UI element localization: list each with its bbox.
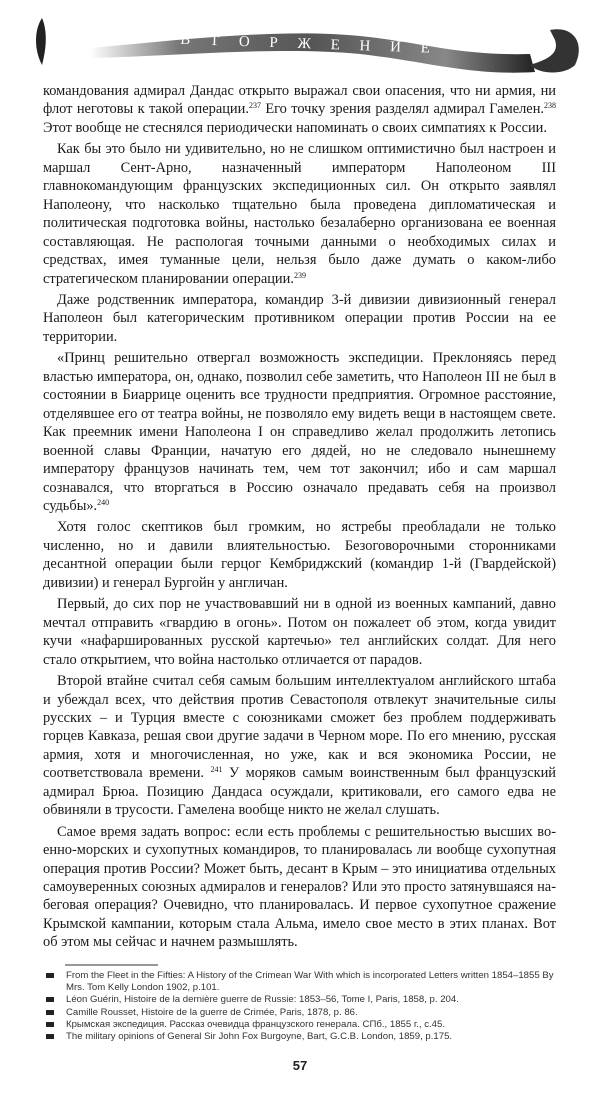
paragraph-text: командования адмирал Дандас открыто выражал свои опасения, что ни армия, ни флот неготовы к такой операции.	[43, 83, 556, 118]
paragraph-text: Первый, до сих пор не участвовавший ни в одной из военных кампаний, давно мечтал отправить «гвардию в огонь». Потом он пожалеет об этом, когда увидит кучи «нафаршированных русской картечью» тел английских солдат. Для него стало открытием, что война настолько отличается от парадов.	[43, 596, 556, 668]
paragraph	[43, 349, 556, 515]
paragraph	[43, 82, 556, 137]
footnote-reference[interactable]: 241	[210, 765, 223, 775]
footnote-marker	[46, 1034, 54, 1039]
footnote-marker	[46, 973, 54, 978]
footnote-text: Крымская экспедиция. Рассказ очевидца французского генерала. СПб., 1855 г., с.45.	[66, 1019, 445, 1031]
footnote-reference[interactable]: 238	[544, 101, 556, 111]
paragraph-text: Даже родственник императора, командир 3-й дивизии дивизионный генерал Наполеон был категорическим противником операции против России на ее территории.	[43, 291, 556, 345]
footnote	[46, 994, 566, 1006]
page-content	[43, 82, 556, 1044]
footnote-marker	[46, 997, 54, 1002]
footnote-text: Camille Rousset, Histoire de la guerre de Crimée, Paris, 1878, p. 86.	[66, 1006, 358, 1018]
paragraph-text: Хотя голос скептиков был громким, но ястребы преобладали не только численно, но и давили влиятельностью. Безоговорочными сторонниками десантной операции были герцог Кембриджский (командир 1-й (Гвардейской) дивизии) и генерал Бургойн у англичан.	[43, 519, 556, 591]
banner-right-ornament	[530, 29, 579, 72]
paragraph-text: Второй втайне считал себя самым большим интеллектуалом английского штаба и убеждал всех, что действия против Севастополя отвлекут значительные силы русских – и Турция вместе с союзниками сможет без проблем поддерживать горцев Кавказа, решая свои другие задачи в Черном море. По его мнению, русская армия, хотя и многочисленная, но уже, как и вся экономика России, не соответствовала времени.	[43, 673, 556, 782]
footnote-marker	[46, 1010, 54, 1015]
banner-left-ornament	[36, 18, 46, 65]
paragraph	[43, 595, 556, 669]
footnote	[46, 1007, 566, 1019]
paragraph	[43, 518, 556, 592]
paragraph	[43, 140, 556, 288]
paragraph-text: У моряков самым воинственным был французский адмирал Брюа. Позицию Дандаса осуждали, критиковали, его самого едва не обвиняли в трусости. Гамелена вообще никто не желал слушать.	[43, 765, 556, 819]
footnote-reference[interactable]: 237	[248, 101, 261, 111]
footnote-divider	[65, 964, 158, 966]
footnote-reference[interactable]: 239	[293, 270, 306, 280]
paragraph-text: Его точку зрения разделял адмирал Гамелен.	[260, 101, 544, 118]
footnote	[46, 970, 566, 995]
footnote-text: From the Fleet in the Fifties: A History of the Crimean War With which is incorporated Letters written 1854–1855 By Mrs. Tom Kelly London 1902, p.101.	[66, 969, 554, 994]
footnote	[46, 1019, 566, 1031]
paragraph-text: Этот вообще не стеснялся периодически напоминать о своих симпатиях к России.	[43, 119, 547, 136]
footnote-text: Léon Guérin, Histoire de la dernière guerre de Russie: 1853–56, Tome I, Paris, 1858, p. 204.	[66, 994, 459, 1006]
footnote-reference[interactable]: 240	[97, 497, 110, 507]
footnotes	[46, 970, 566, 1044]
paragraph	[43, 672, 556, 820]
paragraph	[43, 291, 556, 346]
chapter-banner	[30, 10, 590, 80]
paragraph-text: Самое время задать вопрос: если есть проблемы с решительностью высших военно-морских и сухопутных командиров, то планировалась ли вообще сухопутная операция против России? Может быть, десант в Крым – это инициатива отдельных самоуверенных союзных адмиралов и генералов? Или это просто затянувшаяся набеговая операция? Очевидно, что планировалась. И первое сухопутное сражение Крымской кампании, которым стала Альма, имело свое место в этих планах. Вот об этом мы сейчас и начнем размышлять.	[43, 823, 556, 951]
paragraph-text: Как бы это было ни удивительно, но не слишком оптимистично был настроен и маршал Сент-Арно, назначенный императорм Наполеоном III главнокомандующим французских экспедиционных сил. Он открыто заявлял Наполеону, что насколько тщательно была проведена дипломатическая и политическая подготовка войны, настолько безалаберно организована ее военная составляющая. Не распологая точными данными о необходимых силах и средствах, имея туманные цели, нельзя было даже думать о каком-либо стратегическом планировании операции.	[43, 141, 556, 287]
paragraph-text: «Принц решительно отвергал возможность экспедиции. Преклоняясь перед властью императора, он, однако, позволил себе заметить, что Наполеон III не был в состоянии в Биаррице оценить все трудности предприятия. Огромное расстояние, отделявшее его от театра войны, не позволяло ему видеть вещи в настоящем свете. Как преемник имени Наполеона I он справедливо желал продолжить летопись военной славы Франции, начатую его дядей, но не следовало нынешнему императору французов начинать тем, чем тот закончил; ибо и сам маршал сознавался, что вторгаться в Россию означало предавать себя на произвол судьбы».	[43, 350, 556, 514]
footnote	[46, 1031, 566, 1043]
page-number: 57	[292, 1057, 308, 1073]
footnote-marker	[46, 1022, 54, 1027]
body-text	[43, 82, 556, 952]
paragraph	[43, 823, 556, 952]
chapter-title: В Т О Р Ж Е Н И Е	[179, 31, 439, 57]
footnote-text: The military opinions of General Sir John Fox Burgoyne, Bart, G.C.B. London, 1859, p.175.	[66, 1031, 453, 1043]
